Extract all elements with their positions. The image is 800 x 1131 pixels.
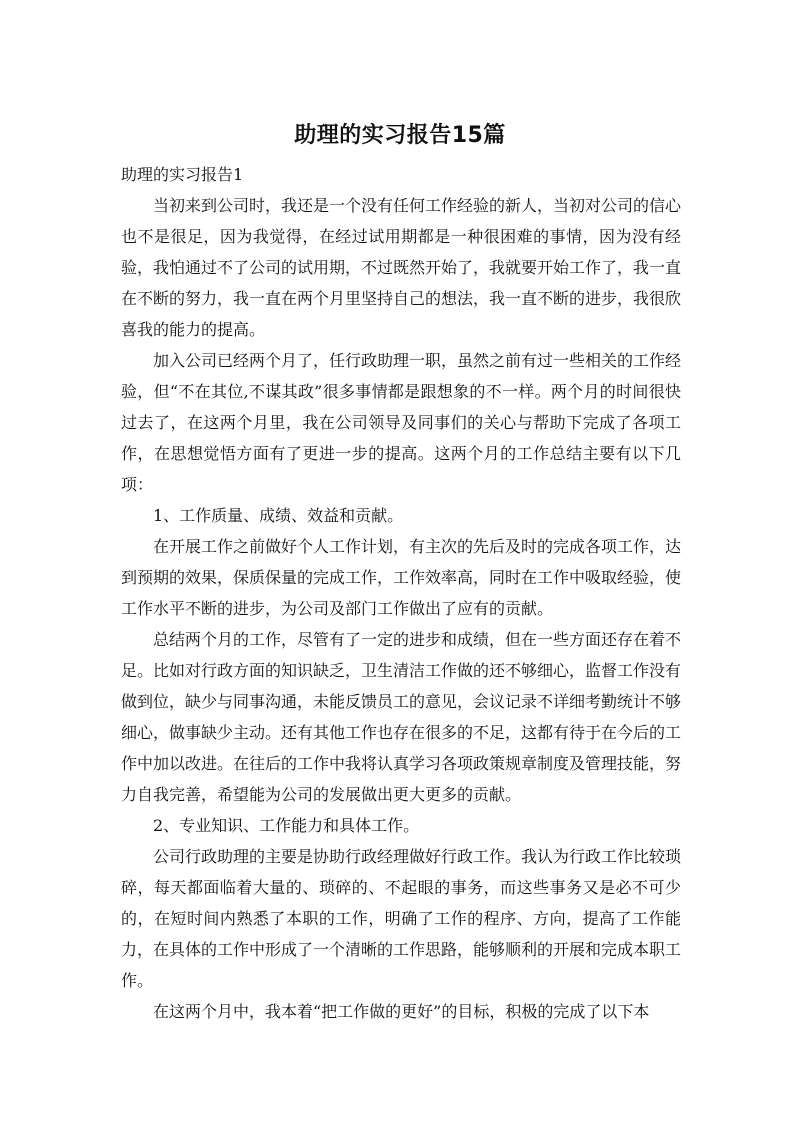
paragraph-shortcomings: 总结两个月的工作，尽管有了一定的进步和成绩，但在一些方面还存在着不足。比如对行政方面的知识缺乏，卫生清洁工作做的还不够细心，监督工作没有做到位，缺少与同事沟通，未能反馈员工的意见，会议记录不详细考勤统计不够细心，做事缺少主动。还有其他工作也存在很多的不足，这都有待于在今后的工作中加以改进。在往后的工作中我将认真学习各项政策规章制度及管理技能，努力自我完善，希望能为公司的发展做出更大更多的贡献。 [121, 630, 682, 804]
paragraph-joining-company: 加入公司已经两个月了，任行政助理一职，虽然之前有过一些相关的工作经验，但“不在其位,不谋其政”很多事情都是跟想象的不一样。两个月的时间很快过去了，在这两个月里，我在公司领导及同事们的关心与帮助下完成了各项工作，在思想觉悟方面有了更进一步的提高。这两个月的工作总结主要有以下几项： [121, 351, 682, 494]
document-title: 助理的实习报告15篇 [294, 123, 506, 148]
paragraph-goal: 在这两个月中，我本着“把工作做的更好”的目标，积极的完成了以下本 [153, 1002, 650, 1021]
section-heading-skills: 2、专业知识、工作能力和具体工作。 [153, 816, 420, 835]
report-subheading: 助理的实习报告1 [121, 165, 244, 184]
document-body [121, 160, 681, 1027]
section-heading-quality: 1、工作质量、成绩、效益和贡献。 [153, 506, 404, 525]
paragraph-work-plan: 在开展工作之前做好个人工作计划，有主次的先后及时的完成各项工作，达到预期的效果，保质保量的完成工作，工作效率高，同时在工作中吸取经验，使工作水平不断的进步，为公司及部门工作做出了应有的贡献。 [121, 537, 682, 618]
paragraph-intro: 当初来到公司时，我还是一个没有任何工作经验的新人，当初对公司的信心也不是很足，因为我觉得，在经过试用期都是一种很困难的事情，因为没有经验，我怕通过不了公司的试用期，不过既然开始了，我就要开始工作了，我一直在不断的努力，我一直在两个月里坚持自己的想法，我一直不断的进步，我很欣喜我的能力的提高。 [121, 196, 682, 339]
paragraph-admin-assistant-role: 公司行政助理的主要是协助行政经理做好行政工作。我认为行政工作比较琐碎，每天都面临着大量的、琐碎的、不起眼的事务，而这些事务又是必不可少的，在短时间内熟悉了本职的工作，明确了工作的程序、方向，提高了工作能力，在具体的工作中形成了一个清晰的工作思路，能够顺利的开展和完成本职工作。 [121, 847, 682, 990]
